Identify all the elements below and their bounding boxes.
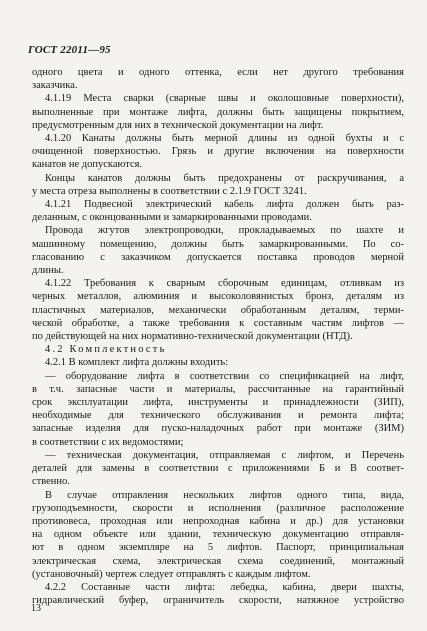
text-line: ческой обработке, а также требования к составным частям лифтов — <box>32 317 404 329</box>
text-line: в соответствии с их ведомостями; <box>32 436 184 448</box>
text-line: гласованию с заказчиком допускается поставка проводов мерной <box>32 251 404 263</box>
text-line: 4.1.20 Канаты должны быть мерной длины из одной бухты и с <box>45 133 404 145</box>
text-line: предусмотренным для них в технической документации на лифт. <box>32 119 324 131</box>
text-line: деталей для замены в соответствии с приложениями Б и В соответ- <box>32 463 404 475</box>
text-line: очищенной поверхностью. Грязь и другие включения на поверхности <box>32 146 404 158</box>
text-line: Провода жгутов электропроводки, прокладываемых по шахте и <box>45 225 404 237</box>
text-line: пластичных материалов, механически обработанным деталям, терми- <box>32 304 404 316</box>
text-line: — техническая документация, отправляемая с лифтом, и Перечень <box>45 449 404 461</box>
body-text <box>32 66 404 607</box>
text-line: Концы канатов должны быть предохранены от раскручивания, а <box>45 172 404 184</box>
text-line: заказчика. <box>32 80 78 92</box>
text-line: выполненные при монтаже лифта, должны быть защищены покрытием, <box>32 106 404 118</box>
text-line: черных металлов, алюминия и высоколовянистых бронз, деталям из <box>32 291 404 303</box>
text-line: электрическая схема, электрическая схема соединений, монтажный <box>32 555 404 567</box>
text-line: 4.1.22 Требования к сварным сборочным единицам, отливкам из <box>45 278 404 290</box>
text-line: необходимые для технического обслуживания и ремонта лифта; <box>32 410 404 422</box>
page-number: 13 <box>31 603 41 614</box>
text-line: 4.2.1 В комплект лифта должны входить: <box>45 357 229 369</box>
text-line: у места отреза выполнены в соответствии с 2.1.9 ГОСТ 3241. <box>32 185 307 197</box>
text-line: В случае отправления нескольких лифтов одного типа, вида, <box>45 489 404 501</box>
text-line: машинному помещению, должны быть замаркированными. По со- <box>32 238 404 250</box>
text-line: 4.2 Комплектность <box>45 344 167 356</box>
text-line: запасные изделия для пуско-наладочных работ при монтаже (ЗИМ) <box>32 423 404 435</box>
document-header: ГОСТ 22011—95 <box>28 44 111 56</box>
text-line: гидравлический буфер, ограничитель скорости, натяжное устройство <box>32 595 404 607</box>
text-line: деланным, с оконцованными и замаркированными проводами. <box>32 212 312 224</box>
text-line: — оборудование лифта в соответствии со спецификацией на лифт, <box>45 370 404 382</box>
text-line: на одном объекте или здании, техническую документацию отправля- <box>32 529 404 541</box>
text-line: канатов не допускаются. <box>32 159 143 171</box>
text-line: длины. <box>32 265 64 277</box>
text-line: грузоподъемности, скорости и исполнения (различное расположение <box>32 502 404 514</box>
text-line: срок эксплуатации лифта, инструменты и принадлежности (ЗИП), <box>32 397 404 409</box>
text-line: противовеса, проходная или непроходная кабина и др.) для установки <box>32 515 404 527</box>
text-line: ют в одном экземпляре на 5 лифтов. Паспорт, принципиальная <box>32 542 404 554</box>
text-line: в т.ч. запасные части и материалы, рассчитанные на гарантийный <box>32 383 404 395</box>
text-line: (установочный) чертеж следует отправлять с каждым лифтом. <box>32 568 311 580</box>
text-line: 4.1.19 Места сварки (сварные швы и околошовные поверхности), <box>45 93 404 105</box>
text-line: 4.1.21 Подвесной электрический кабель лифта должен быть раз- <box>45 199 404 211</box>
text-line: по действующей на них нормативно-технической документации (НТД). <box>32 331 353 343</box>
text-line: 4.2.2 Составные части лифта: лебедка, кабина, двери шахты, <box>45 581 404 593</box>
text-line: ственно. <box>32 476 70 488</box>
text-line: одного цвета и одного оттенка, если нет другого требования <box>32 67 404 78</box>
